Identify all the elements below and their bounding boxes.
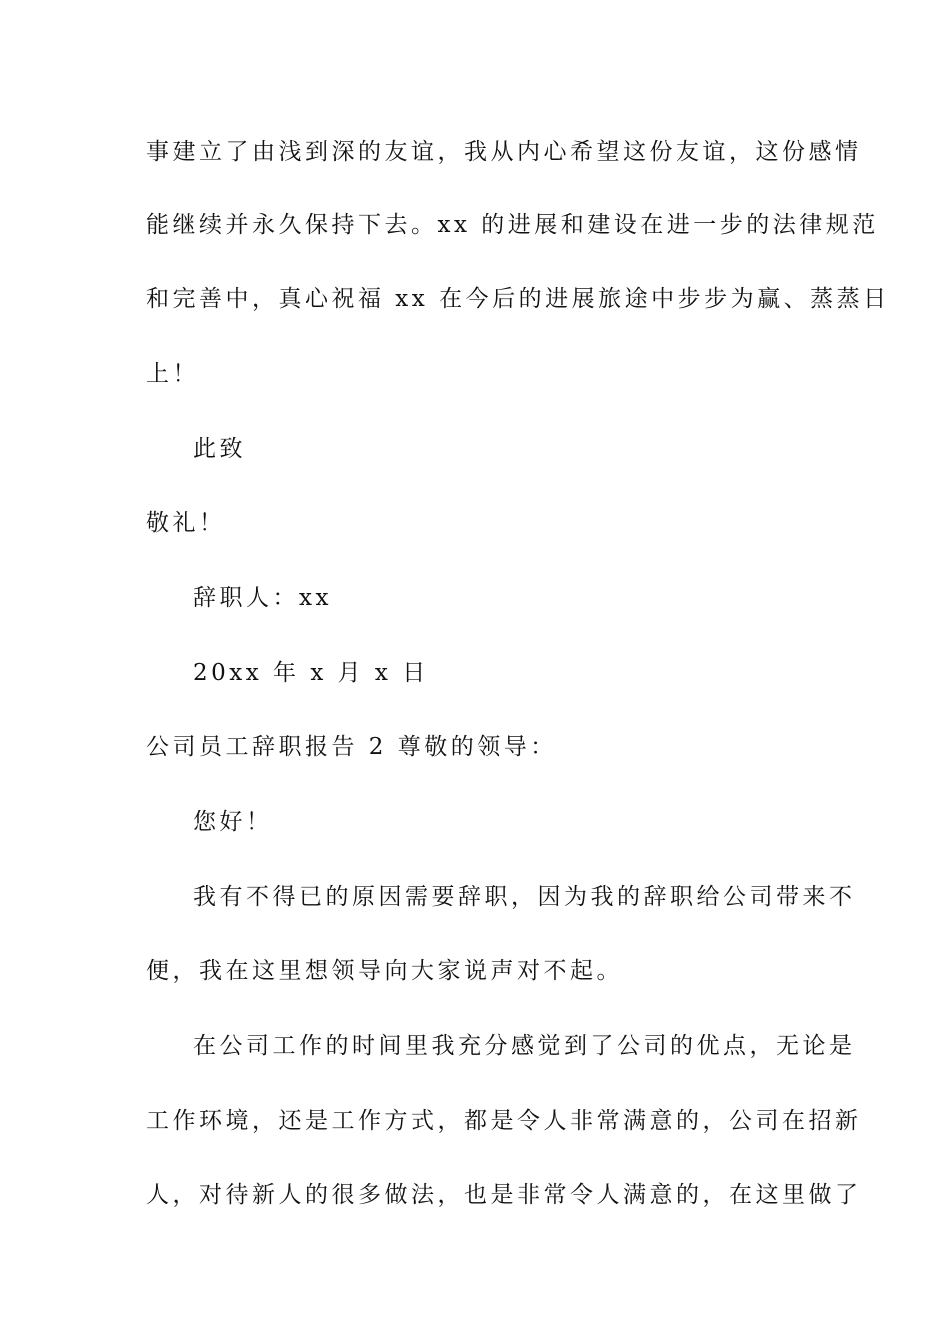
closing-regards: 敬礼！ [146, 510, 226, 536]
paragraph-line: 事建立了由浅到深的友谊，我从内心希望这份友谊，这份感情 [146, 139, 862, 165]
paragraph-line: 在公司工作的时间里我充分感觉到了公司的优点，无论是 [193, 1033, 856, 1059]
signature-date: 20xx 年 x 月 x 日 [193, 660, 429, 686]
paragraph-line: 我有不得已的原因需要辞职，因为我的辞职给公司带来不 [193, 884, 856, 910]
signature-name: 辞职人：xx [193, 585, 332, 611]
paragraph-line: 便，我在这里想领导向大家说声对不起。 [146, 958, 623, 984]
closing-salutation: 此致 [193, 436, 246, 462]
greeting: 您好！ [193, 809, 273, 835]
paragraph-line: 人，对待新人的很多做法，也是非常令人满意的，在这里做了 [146, 1182, 862, 1208]
section-heading: 公司员工辞职报告 2 尊敬的领导： [146, 734, 557, 760]
paragraph-line: 上！ [146, 361, 199, 387]
paragraph-line: 和完善中，真心祝福 xx 在今后的进展旅途中步步为赢、蒸蒸日 [146, 286, 890, 312]
paragraph-line: 能继续并永久保持下去。xx 的进展和建设在进一步的法律规范 [146, 212, 879, 238]
paragraph-line: 工作环境，还是工作方式，都是令人非常满意的，公司在招新 [146, 1108, 862, 1134]
